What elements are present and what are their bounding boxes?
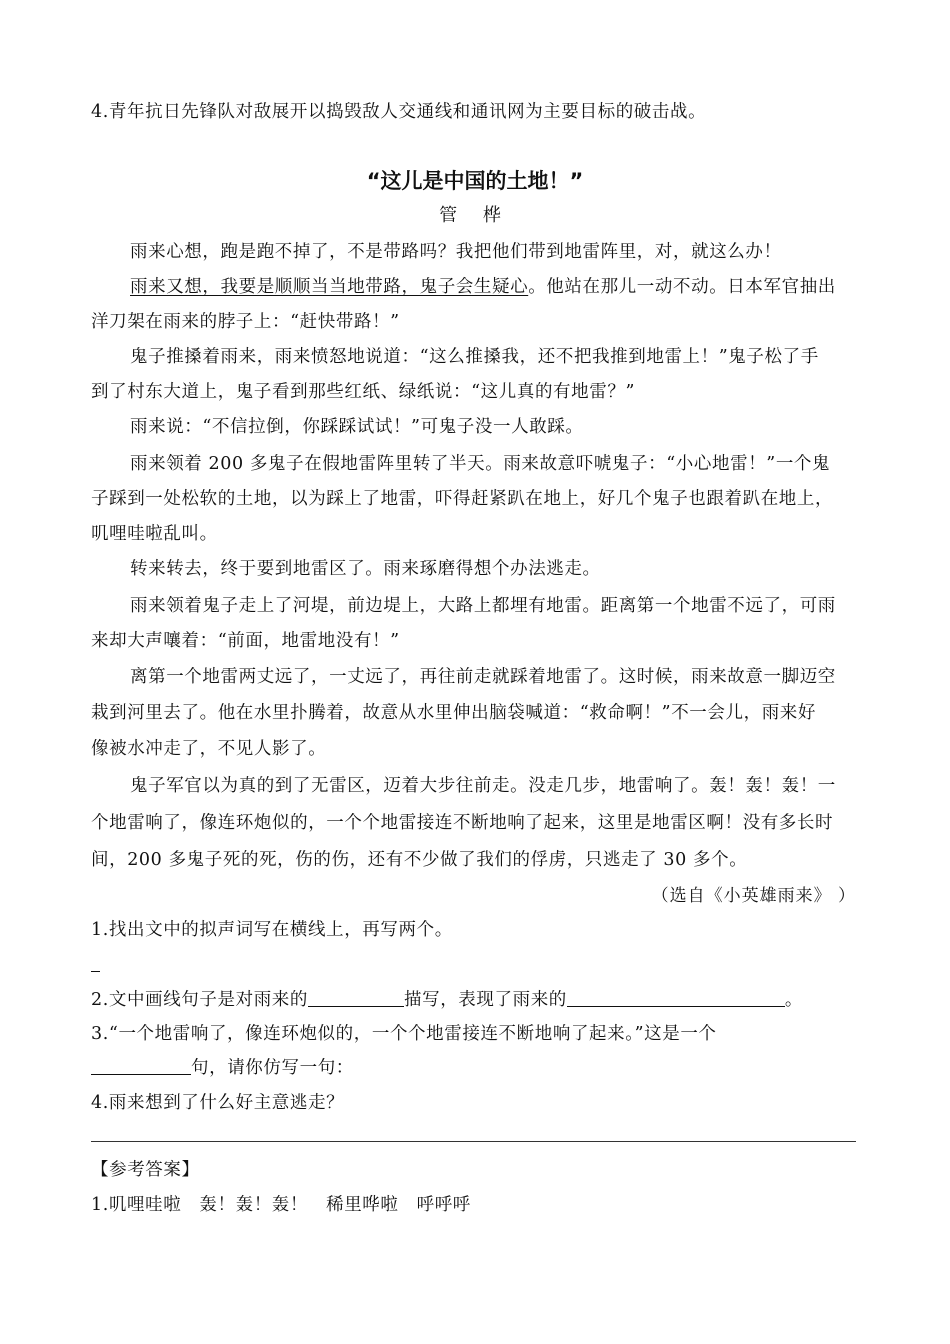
paragraph-8: 离第一个地雷两丈远了，一丈远了，再往前走就踩着地雷了。这时候，雨来故意一脚迈空 <box>130 667 836 687</box>
source-citation: （选自《小英雄雨来》 ） <box>651 886 856 906</box>
question-3-line-2 <box>91 1056 861 1080</box>
answer-blank-2b <box>567 988 785 1007</box>
paragraph-7: 雨来领着鬼子走上了河堤，前边堤上，大路上都埋有地雷。距离第一个地雷不远了，可雨 <box>130 596 836 616</box>
question-3-line-2-text: 句，请你仿写一句： <box>191 1058 354 1078</box>
paragraph-5-line-2: 子踩到一处松软的土地，以为踩上了地雷，吓得赶紧趴在地上，好几个鬼子也跟着趴在地上， <box>91 489 834 509</box>
question-2 <box>91 988 861 1012</box>
paragraph-4: 雨来说：“不信拉倒，你踩踩试试！”可鬼子没一人敢踩。 <box>130 417 584 437</box>
question-2-part-a: 2.文中画线句子是对雨来的 <box>91 990 308 1010</box>
paragraph-9: 鬼子军官以为真的到了无雷区，迈着大步往前走。没走几步，地雷响了。轰！轰！轰！一 <box>130 776 836 796</box>
paragraph-8-line-3: 像被水冲走了，不见人影了。 <box>91 739 327 759</box>
article-author: 管 桦 <box>439 205 511 226</box>
paragraph-1: 雨来心想，跑是跑不掉了，不是带路吗？我把他们带到地雷阵里，对，就这么办！ <box>130 242 782 262</box>
article-title: “这儿是中国的土地！” <box>366 169 584 193</box>
answer-blank-3 <box>91 1056 191 1075</box>
previous-question-item: 4.青年抗日先锋队对敌展开以捣毁敌人交通线和通讯网为主要目标的破击战。 <box>91 102 707 122</box>
paragraph-5: 雨来领着 200 多鬼子在假地雷阵里转了半天。雨来故意吓唬鬼子：“小心地雷！”一个鬼 <box>130 454 831 474</box>
section-divider <box>91 1141 856 1142</box>
answer-blank-1 <box>91 971 100 972</box>
paragraph-3-line-2: 到了村东大道上，鬼子看到那些红纸、绿纸说：“这儿真的有地雷？” <box>91 382 635 402</box>
paragraph-6: 转来转去，终于要到地雷区了。雨来琢磨得想个办法逃走。 <box>130 559 601 579</box>
paragraph-3: 鬼子推搡着雨来，雨来愤怒地说道：“这么推搡我，还不把我推到地雷上！”鬼子松了手 <box>130 347 819 367</box>
paragraph-9-line-3: 间，200 多鬼子死的死，伤的伤，还有不少做了我们的俘虏，只逃走了 30 多个。 <box>91 850 748 870</box>
answer-1: 1.叽哩哇啦 轰！轰！轰！ 稀里哗啦 呼呼呼 <box>91 1195 471 1215</box>
paragraph-8-line-2: 栽到河里去了。他在水里扑腾着，故意从水里伸出脑袋喊道：“救命啊！”不一会儿，雨来好 <box>91 703 816 723</box>
question-2-part-c: 。 <box>784 990 804 1010</box>
answers-header: 【参考答案】 <box>91 1160 200 1180</box>
question-3: 3.“一个地雷响了，像连环炮似的，一个个地雷接连不断地响了起来。”这是一个 <box>91 1024 717 1044</box>
question-1: 1.找出文中的拟声词写在横线上，再写两个。 <box>91 920 453 940</box>
paragraph-7-line-2: 来却大声嚷着：“前面，地雷地没有！” <box>91 631 400 651</box>
underlined-sentence: 雨来又想，我要是顺顺当当地带路，鬼子会生疑心 <box>130 277 529 297</box>
paragraph-2-rest: 。他站在那儿一动不动。日本军官抽出 <box>528 277 836 297</box>
paragraph-5-line-3: 叽哩哇啦乱叫。 <box>91 524 218 544</box>
question-4: 4.雨来想到了什么好主意逃走？ <box>91 1093 345 1113</box>
paragraph-2-line-2: 洋刀架在雨来的脖子上：“赶快带路！” <box>91 312 400 332</box>
answer-blank-2a <box>308 988 404 1007</box>
question-2-part-b: 描写，表现了雨来的 <box>404 990 567 1010</box>
paragraph-9-line-2: 个地雷响了，像连环炮似的，一个个地雷接连不断地响了起来，这里是地雷区啊！没有多长时 <box>91 813 834 833</box>
paragraph-2 <box>130 275 860 299</box>
